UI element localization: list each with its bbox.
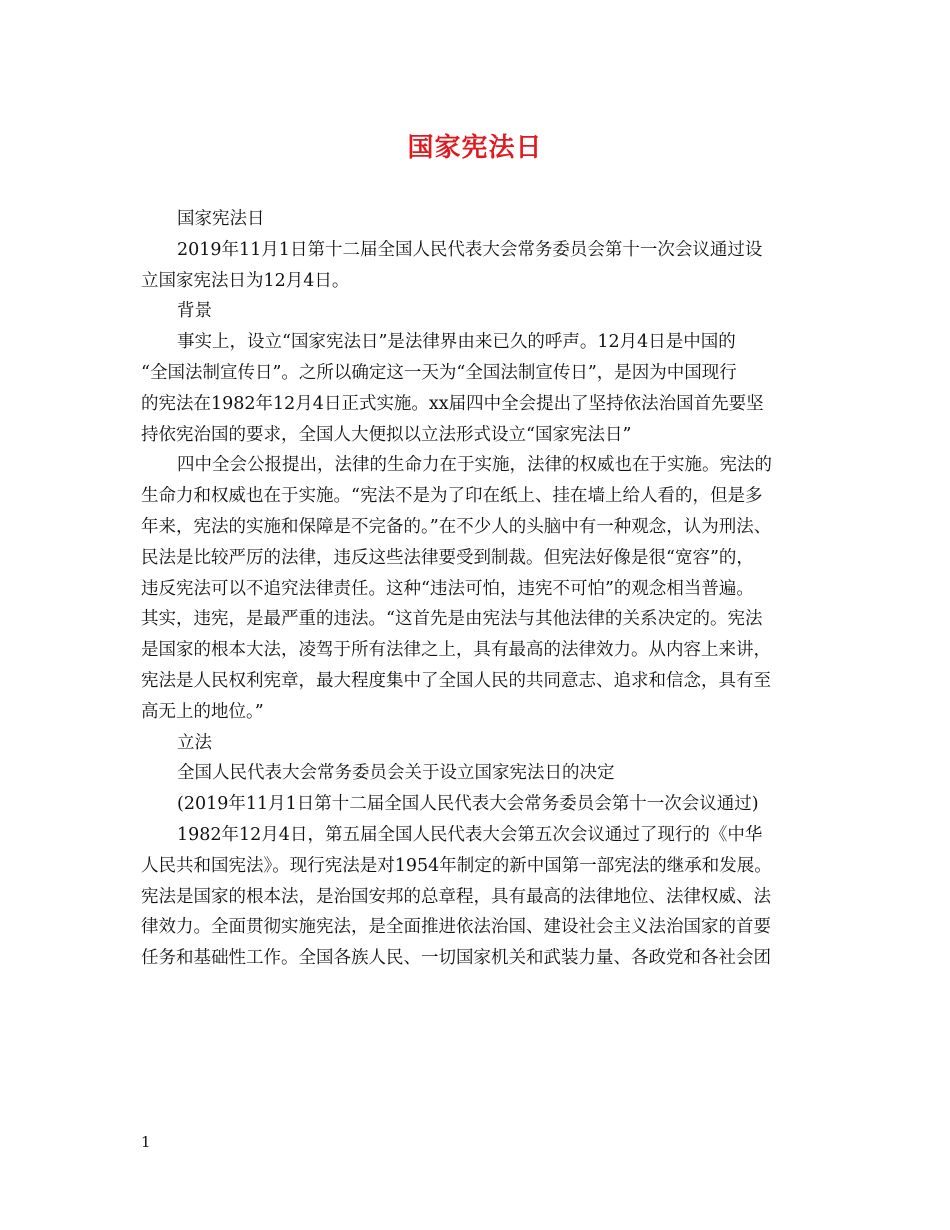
text-line: 宪法是人民权利宪章，最大程度集中了全国人民的共同意志、追求和信念，具有至 [141, 670, 771, 691]
text-line: 全国人民代表大会常务委员会关于设立国家宪法日的决定 [177, 763, 615, 784]
text-line: 律效力。全面贯彻实施宪法，是全面推进依法治国、建设社会主义法治国家的首要 [141, 917, 771, 938]
text-line: 背景 [177, 301, 212, 322]
text-line: 国家宪法日 [177, 209, 265, 229]
text-line: 民法是比较严厉的法律，违反这些法律要受到制裁。但宪法好像是很“宽容”的， [141, 547, 754, 568]
text-line: 2019年11月1日第十二届全国人民代表大会常务委员会第十一次会议通过设 [177, 239, 763, 260]
text-line: “全国法制宣传日”。之所以确定这一天为“全国法制宣传日”，是因为中国现行 [141, 362, 737, 383]
text-line: (2019年11月1日第十二届全国人民代表大会常务委员会第十一次会议通过) [177, 794, 759, 815]
text-line: 立法 [177, 732, 212, 753]
text-line: 是国家的根本大法，凌驾于所有法律之上，具有最高的法律效力。从内容上来讲， [141, 640, 771, 661]
text-line: 宪法是国家的根本法，是治国安邦的总章程，具有最高的法律地位、法律权威、法 [141, 886, 771, 907]
text-line: 年来，宪法的实施和保障是不完备的。”在不少人的头脑中有一种观念，认为刑法、 [141, 516, 772, 537]
text-line: 的宪法在1982年12月4日正式实施。xx届四中全会提出了坚持依法治国首先要坚 [141, 393, 764, 414]
text-line: 四中全会公报提出，法律的生命力在于实施，法律的权威也在于实施。宪法的 [177, 455, 772, 476]
page-number: 1 [141, 1133, 151, 1151]
text-line: 任务和基础性工作。全国各族人民、一切国家机关和武装力量、各政党和各社会团 [141, 948, 771, 969]
text-line: 生命力和权威也在于实施。“宪法不是为了印在纸上、挂在墙上给人看的，但是多 [141, 486, 763, 507]
document-title: 国家宪法日 [407, 133, 543, 163]
text-line: 其实，违宪，是最严重的违法。“这首先是由宪法与其他法律的关系决定的。宪法 [141, 609, 763, 630]
text-line: 持依宪治国的要求，全国人大便拟以立法形式设立“国家宪法日” [141, 424, 632, 445]
text-line: 高无上的地位。” [141, 701, 264, 722]
text-line: 人民共和国宪法》。现行宪法是对1954年制定的新中国第一部宪法的继承和发展。 [141, 855, 772, 876]
text-line: 事实上，设立“国家宪法日”是法律界由来已久的呼声。12月4日是中国的 [177, 332, 736, 353]
text-line: 1982年12月4日，第五届全国人民代表大会第五次会议通过了现行的《中华 [177, 824, 763, 845]
text-line: 立国家宪法日为12月4日。 [141, 270, 350, 291]
document-body [141, 204, 821, 974]
text-line: 违反宪法可以不追究法律责任。这种“违法可怕，违宪不可怕”的观念相当普遍。 [141, 578, 754, 599]
